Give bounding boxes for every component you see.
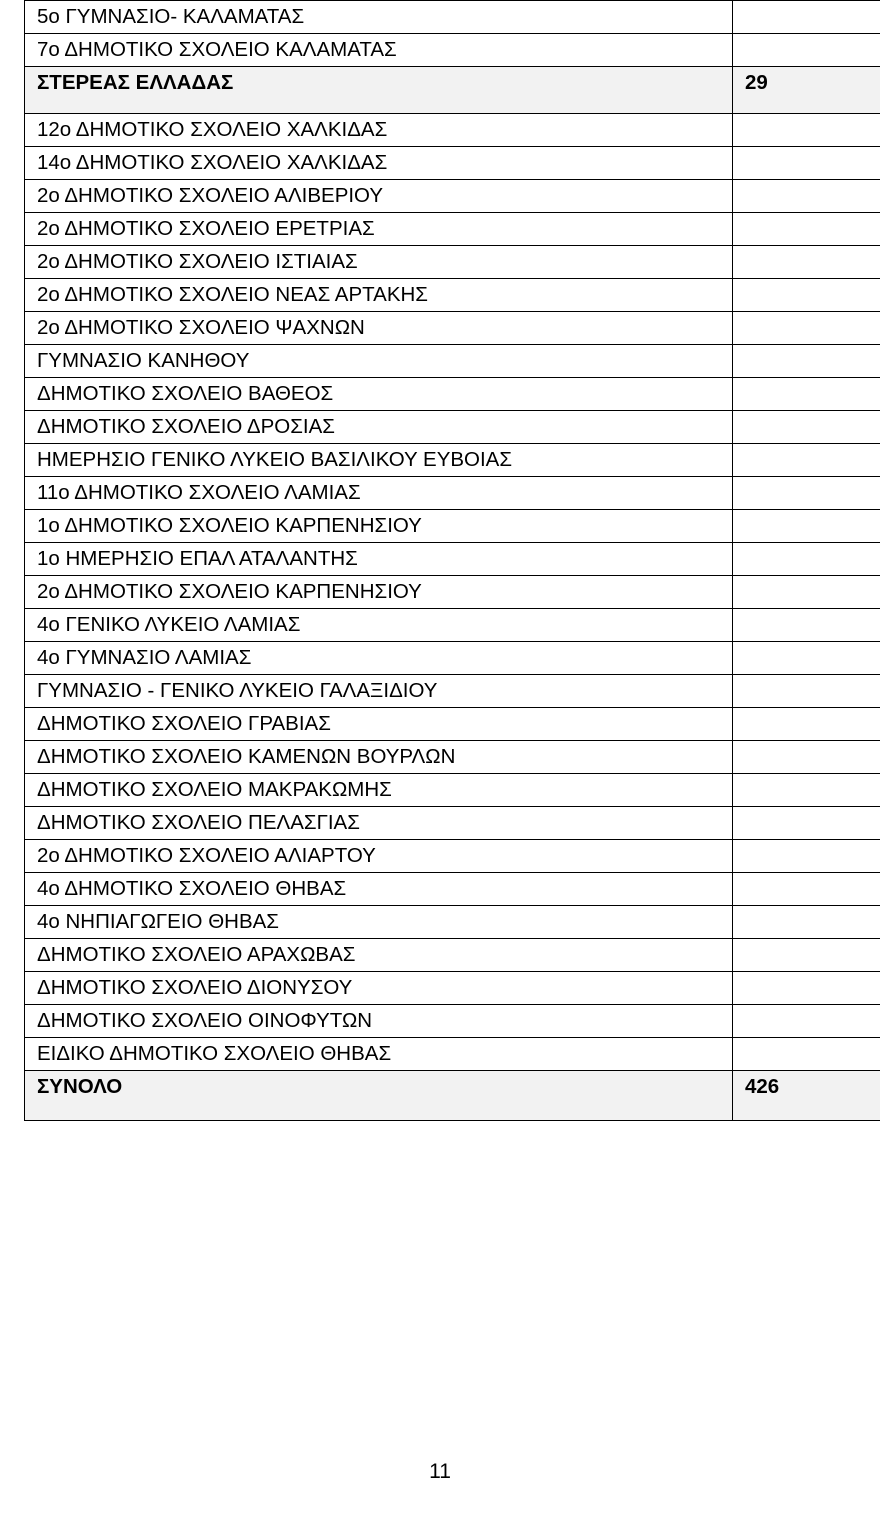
table-row — [25, 675, 880, 708]
school-count — [733, 741, 880, 774]
document-page — [24, 0, 880, 1121]
school-name: 11ο ΔΗΜΟΤΙΚΟ ΣΧΟΛΕΙΟ ΛΑΜΙΑΣ — [25, 477, 733, 510]
school-count — [733, 675, 880, 708]
school-count — [733, 840, 880, 873]
school-count — [733, 1, 880, 34]
school-name: ΔΗΜΟΤΙΚΟ ΣΧΟΛΕΙΟ ΠΕΛΑΣΓΙΑΣ — [25, 807, 733, 840]
table-row — [25, 279, 880, 312]
table-row — [25, 444, 880, 477]
school-name: ΔΗΜΟΤΙΚΟ ΣΧΟΛΕΙΟ ΓΡΑΒΙΑΣ — [25, 708, 733, 741]
school-count — [733, 279, 880, 312]
school-name: 1ο ΗΜΕΡΗΣΙΟ ΕΠΑΛ ΑΤΑΛΑΝΤΗΣ — [25, 543, 733, 576]
school-count — [733, 939, 880, 972]
school-count — [733, 444, 880, 477]
school-count — [733, 906, 880, 939]
school-name: ΔΗΜΟΤΙΚΟ ΣΧΟΛΕΙΟ ΚΑΜΕΝΩΝ ΒΟΥΡΛΩΝ — [25, 741, 733, 774]
school-count — [733, 477, 880, 510]
total-row — [25, 1071, 880, 1121]
total-label: ΣΥΝΟΛΟ — [25, 1071, 733, 1121]
school-count — [733, 774, 880, 807]
table-row — [25, 774, 880, 807]
table-row — [25, 543, 880, 576]
table-row — [25, 34, 880, 67]
school-name: 5ο ΓΥΜΝΑΣΙΟ- ΚΑΛΑΜΑΤΑΣ — [25, 1, 733, 34]
school-name: ΓΥΜΝΑΣΙΟ - ΓΕΝΙΚΟ ΛΥΚΕΙΟ ΓΑΛΑΞΙΔΙΟΥ — [25, 675, 733, 708]
region-name: ΣΤΕΡΕΑΣ ΕΛΛΑΔΑΣ — [25, 67, 733, 114]
school-count — [733, 34, 880, 67]
school-name: 2ο ΔΗΜΟΤΙΚΟ ΣΧΟΛΕΙΟ ΕΡΕΤΡΙΑΣ — [25, 213, 733, 246]
table-row — [25, 114, 880, 147]
table-row — [25, 345, 880, 378]
school-name: 7ο ΔΗΜΟΤΙΚΟ ΣΧΟΛΕΙΟ ΚΑΛΑΜΑΤΑΣ — [25, 34, 733, 67]
school-name: ΔΗΜΟΤΙΚΟ ΣΧΟΛΕΙΟ ΒΑΘΕΟΣ — [25, 378, 733, 411]
school-name: 2ο ΔΗΜΟΤΙΚΟ ΣΧΟΛΕΙΟ ΨΑΧΝΩΝ — [25, 312, 733, 345]
school-count — [733, 609, 880, 642]
school-name: ΕΙΔΙΚΟ ΔΗΜΟΤΙΚΟ ΣΧΟΛΕΙΟ ΘΗΒΑΣ — [25, 1038, 733, 1071]
table-row — [25, 477, 880, 510]
table-row — [25, 312, 880, 345]
school-name: 2ο ΔΗΜΟΤΙΚΟ ΣΧΟΛΕΙΟ ΚΑΡΠΕΝΗΣΙΟΥ — [25, 576, 733, 609]
school-name: 2ο ΔΗΜΟΤΙΚΟ ΣΧΟΛΕΙΟ ΝΕΑΣ ΑΡΤΑΚΗΣ — [25, 279, 733, 312]
school-name: ΔΗΜΟΤΙΚΟ ΣΧΟΛΕΙΟ ΔΡΟΣΙΑΣ — [25, 411, 733, 444]
table-row — [25, 1, 880, 34]
school-name: ΔΗΜΟΤΙΚΟ ΣΧΟΛΕΙΟ ΔΙΟΝΥΣΟΥ — [25, 972, 733, 1005]
school-name: 12ο ΔΗΜΟΤΙΚΟ ΣΧΟΛΕΙΟ ΧΑΛΚΙΔΑΣ — [25, 114, 733, 147]
table-row — [25, 972, 880, 1005]
table-row — [25, 411, 880, 444]
school-count — [733, 213, 880, 246]
school-count — [733, 246, 880, 279]
school-name: 4ο ΝΗΠΙΑΓΩΓΕΙΟ ΘΗΒΑΣ — [25, 906, 733, 939]
school-count — [733, 1038, 880, 1071]
school-count — [733, 114, 880, 147]
table-row — [25, 807, 880, 840]
region-header-row — [25, 67, 880, 114]
school-count — [733, 576, 880, 609]
schools-table-body — [25, 1, 880, 1121]
school-count — [733, 1005, 880, 1038]
school-count — [733, 708, 880, 741]
table-row — [25, 939, 880, 972]
school-name: 14ο ΔΗΜΟΤΙΚΟ ΣΧΟΛΕΙΟ ΧΑΛΚΙΔΑΣ — [25, 147, 733, 180]
table-row — [25, 213, 880, 246]
school-name: ΓΥΜΝΑΣΙΟ ΚΑΝΗΘΟΥ — [25, 345, 733, 378]
table-row — [25, 576, 880, 609]
school-name: ΗΜΕΡΗΣΙΟ ΓΕΝΙΚΟ ΛΥΚΕΙΟ ΒΑΣΙΛΙΚΟΥ ΕΥΒΟΙΑΣ — [25, 444, 733, 477]
total-count: 426 — [733, 1071, 880, 1121]
school-name: 2ο ΔΗΜΟΤΙΚΟ ΣΧΟΛΕΙΟ ΑΛΙΑΡΤΟΥ — [25, 840, 733, 873]
school-count — [733, 972, 880, 1005]
table-row — [25, 609, 880, 642]
school-count — [733, 642, 880, 675]
table-row — [25, 1038, 880, 1071]
school-name: ΔΗΜΟΤΙΚΟ ΣΧΟΛΕΙΟ ΟΙΝΟΦΥΤΩΝ — [25, 1005, 733, 1038]
school-name: ΔΗΜΟΤΙΚΟ ΣΧΟΛΕΙΟ ΜΑΚΡΑΚΩΜΗΣ — [25, 774, 733, 807]
school-name: 4ο ΔΗΜΟΤΙΚΟ ΣΧΟΛΕΙΟ ΘΗΒΑΣ — [25, 873, 733, 906]
table-row — [25, 840, 880, 873]
table-row — [25, 378, 880, 411]
table-row — [25, 180, 880, 213]
school-count — [733, 510, 880, 543]
table-row — [25, 642, 880, 675]
school-name: 1ο ΔΗΜΟΤΙΚΟ ΣΧΟΛΕΙΟ ΚΑΡΠΕΝΗΣΙΟΥ — [25, 510, 733, 543]
region-count: 29 — [733, 67, 880, 114]
table-row — [25, 246, 880, 279]
school-count — [733, 180, 880, 213]
school-count — [733, 543, 880, 576]
school-name: 4ο ΓΥΜΝΑΣΙΟ ΛΑΜΙΑΣ — [25, 642, 733, 675]
school-count — [733, 312, 880, 345]
school-count — [733, 147, 880, 180]
table-row — [25, 147, 880, 180]
table-row — [25, 708, 880, 741]
table-row — [25, 906, 880, 939]
school-count — [733, 411, 880, 444]
page-number: 11 — [429, 1460, 451, 1483]
table-row — [25, 741, 880, 774]
school-name: 4ο ΓΕΝΙΚΟ ΛΥΚΕΙΟ ΛΑΜΙΑΣ — [25, 609, 733, 642]
school-name: 2ο ΔΗΜΟΤΙΚΟ ΣΧΟΛΕΙΟ ΙΣΤΙΑΙΑΣ — [25, 246, 733, 279]
school-count — [733, 873, 880, 906]
school-name: ΔΗΜΟΤΙΚΟ ΣΧΟΛΕΙΟ ΑΡΑΧΩΒΑΣ — [25, 939, 733, 972]
table-row — [25, 1005, 880, 1038]
school-count — [733, 378, 880, 411]
table-row — [25, 510, 880, 543]
school-count — [733, 807, 880, 840]
school-name: 2ο ΔΗΜΟΤΙΚΟ ΣΧΟΛΕΙΟ ΑΛΙΒΕΡΙΟΥ — [25, 180, 733, 213]
table-row — [25, 873, 880, 906]
schools-table — [24, 0, 880, 1121]
school-count — [733, 345, 880, 378]
